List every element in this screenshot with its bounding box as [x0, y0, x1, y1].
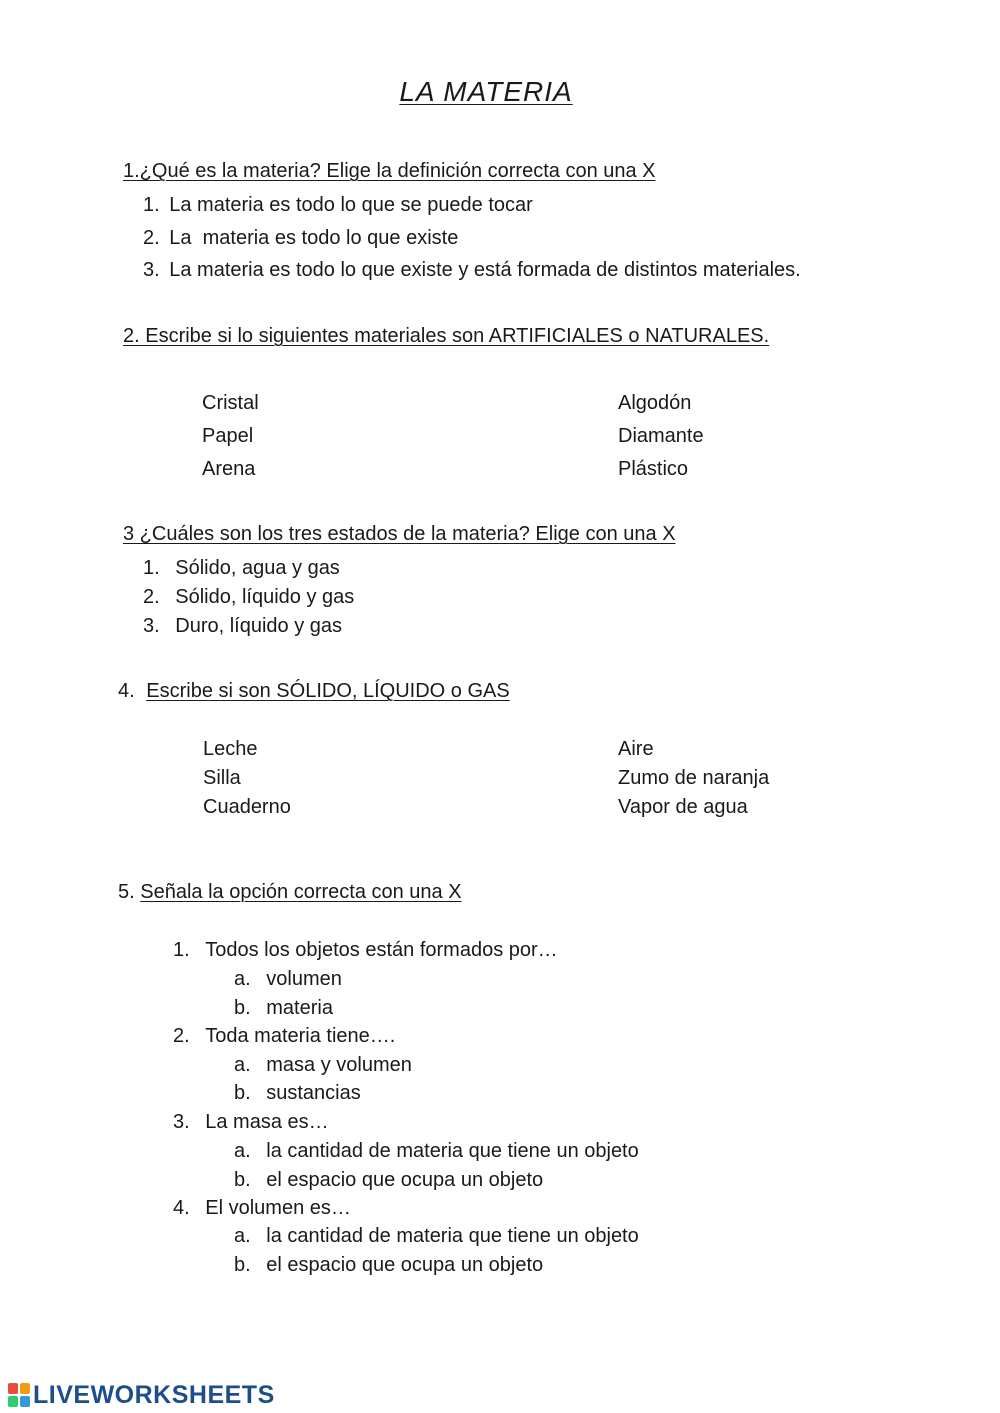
q1-option-text: La materia es todo lo que existe — [169, 227, 459, 249]
q5-option-text: sustancias — [266, 1082, 361, 1104]
q5-item-4-option-b[interactable] — [234, 1254, 543, 1277]
q4-item: Aire — [618, 738, 654, 760]
q5-item-3-option-b[interactable] — [234, 1169, 543, 1192]
q5-item-2-option-b[interactable] — [234, 1082, 361, 1105]
q4-heading-text: Escribe si son SÓLIDO, LÍQUIDO o GAS — [146, 680, 510, 702]
q2-material-item: Papel — [202, 425, 254, 447]
q3-option-num: 1. — [143, 557, 160, 579]
q2-material-item: Arena — [202, 458, 256, 480]
q2-material-item: Cristal — [202, 392, 259, 414]
q3-option-1[interactable] — [143, 557, 340, 580]
q5-option-letter: b. — [234, 1254, 251, 1276]
q5-option-letter: a. — [234, 968, 251, 990]
q5-number: 5. — [118, 881, 135, 903]
question-5-heading — [118, 881, 462, 904]
q5-option-letter: b. — [234, 1082, 251, 1104]
q5-option-text: materia — [266, 997, 333, 1019]
q4-item: Cuaderno — [203, 796, 291, 818]
q5-option-letter: b. — [234, 997, 251, 1019]
q5-option-text: el espacio que ocupa un objeto — [266, 1169, 544, 1191]
q4-item: Silla — [203, 767, 241, 789]
q2-material-item: Diamante — [618, 425, 704, 447]
q5-option-text: el espacio que ocupa un objeto — [266, 1254, 544, 1276]
q5-option-letter: b. — [234, 1169, 251, 1191]
q5-option-letter: a. — [234, 1054, 251, 1076]
q3-option-num: 3. — [143, 615, 160, 637]
q1-option-text: La materia es todo lo que existe y está formada de distintos materiales. — [169, 259, 801, 281]
q2-material-item: Algodón — [618, 392, 692, 414]
q5-item-text: El volumen es… — [205, 1197, 351, 1219]
q5-item-1 — [173, 939, 558, 962]
liveworksheets-logo-text: LIVEWORKSHEETS — [33, 1380, 275, 1409]
q5-item-num: 3. — [173, 1111, 190, 1133]
q5-item-num: 4. — [173, 1197, 190, 1219]
liveworksheets-logo-icon — [8, 1383, 30, 1407]
q5-item-text: La masa es… — [205, 1111, 329, 1133]
q5-option-text: la cantidad de materia que tiene un objeto — [266, 1140, 639, 1162]
q3-option-num: 2. — [143, 586, 160, 608]
q1-option-num: 3. — [143, 259, 160, 281]
q5-option-letter: a. — [234, 1140, 251, 1162]
q5-item-text: Todos los objetos están formados por… — [205, 939, 558, 961]
q4-item: Vapor de agua — [618, 796, 748, 818]
q4-item: Leche — [203, 738, 258, 760]
q5-item-4 — [173, 1197, 351, 1220]
q4-item: Zumo de naranja — [618, 767, 770, 789]
q5-item-num: 2. — [173, 1025, 190, 1047]
q5-item-1-option-a[interactable] — [234, 968, 342, 991]
q2-material-item: Plástico — [618, 458, 689, 480]
q3-option-text: Sólido, líquido y gas — [175, 586, 355, 608]
page-title: LA MATERIA — [399, 76, 573, 107]
q5-item-num: 1. — [173, 939, 190, 961]
q3-option-text: Duro, líquido y gas — [175, 615, 343, 637]
question-2-heading: 2. Escribe si lo siguientes materiales son ARTIFICIALES o NATURALES. — [123, 325, 770, 347]
q3-option-2[interactable] — [143, 586, 354, 609]
q3-option-text: Sólido, agua y gas — [175, 557, 340, 579]
q5-option-text: la cantidad de materia que tiene un objeto — [266, 1225, 639, 1247]
q1-option-num: 2. — [143, 227, 160, 249]
q5-item-2 — [173, 1025, 395, 1048]
q5-option-text: volumen — [266, 968, 342, 990]
q5-item-1-option-b[interactable] — [234, 997, 333, 1020]
q5-option-letter: a. — [234, 1225, 251, 1247]
q5-item-text: Toda materia tiene…. — [205, 1025, 396, 1047]
q5-item-3 — [173, 1111, 329, 1134]
q1-option-2[interactable] — [143, 227, 458, 250]
q3-option-3[interactable] — [143, 615, 342, 638]
liveworksheets-logo[interactable] — [8, 1380, 275, 1410]
q1-option-3[interactable] — [143, 259, 801, 282]
question-3-heading: 3 ¿Cuáles son los tres estados de la materia? Elige con una X — [123, 523, 676, 545]
q1-option-1[interactable] — [143, 194, 533, 217]
question-1-heading: 1.¿Qué es la materia? Elige la definición correcta con una X — [123, 160, 656, 182]
question-4-heading — [118, 680, 510, 703]
q5-item-2-option-a[interactable] — [234, 1054, 412, 1077]
q4-number: 4. — [118, 680, 135, 702]
q5-option-text: masa y volumen — [266, 1054, 412, 1076]
q5-item-3-option-a[interactable] — [234, 1140, 639, 1163]
q5-heading-text: Señala la opción correcta con una X — [140, 881, 462, 903]
q1-option-text: La materia es todo lo que se puede tocar — [169, 194, 533, 216]
q1-option-num: 1. — [143, 194, 160, 216]
q5-item-4-option-a[interactable] — [234, 1225, 639, 1248]
